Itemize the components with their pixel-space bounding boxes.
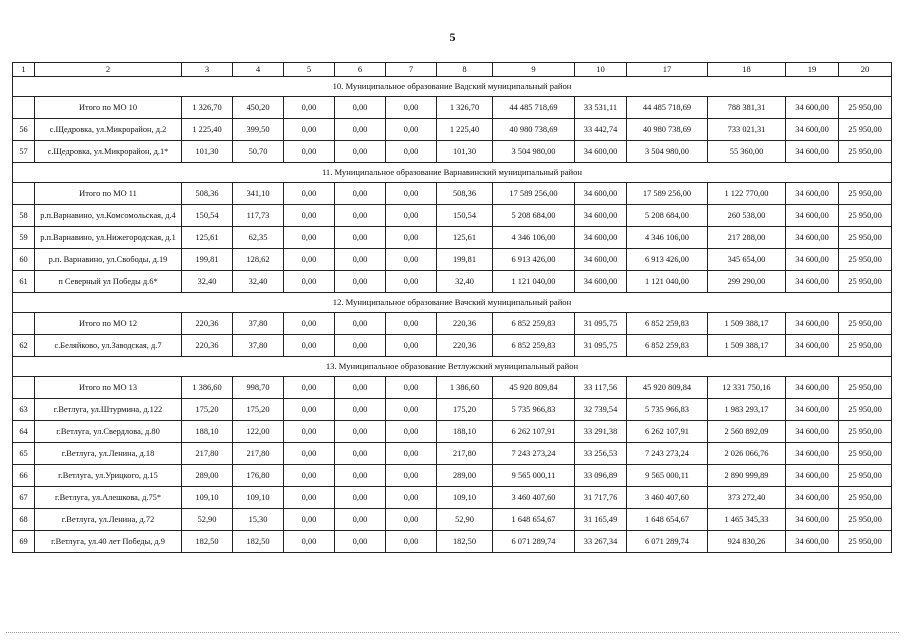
value-cell: 0,00 <box>386 227 437 249</box>
value-cell: 109,10 <box>233 487 284 509</box>
value-cell: 150,54 <box>182 205 233 227</box>
value-cell: 34 600,00 <box>786 119 839 141</box>
section-total-row <box>13 97 892 119</box>
value-cell: 31 095,75 <box>575 335 627 357</box>
table-row <box>13 119 892 141</box>
value-cell: 0,00 <box>284 119 335 141</box>
value-cell: 4 346 106,00 <box>627 227 708 249</box>
value-cell: 9 565 000,11 <box>493 465 575 487</box>
total-cell: 1 326,70 <box>182 97 233 119</box>
value-cell: 40 980 738,69 <box>493 119 575 141</box>
value-cell: 55 360,00 <box>708 141 786 163</box>
value-cell: 217,80 <box>182 443 233 465</box>
value-cell: 34 600,00 <box>575 249 627 271</box>
value-cell: 62,35 <box>233 227 284 249</box>
value-cell: 25 950,00 <box>839 227 892 249</box>
value-cell: 34 600,00 <box>786 487 839 509</box>
value-cell: 32,40 <box>437 271 493 293</box>
column-number-header: 18 <box>708 63 786 77</box>
value-cell: 34 600,00 <box>575 141 627 163</box>
total-cell: 0,00 <box>386 97 437 119</box>
value-cell: 1 509 388,17 <box>708 335 786 357</box>
total-cell: 25 950,00 <box>839 183 892 205</box>
value-cell: 1 465 345,33 <box>708 509 786 531</box>
column-number-header: 6 <box>335 63 386 77</box>
value-cell: 0,00 <box>284 465 335 487</box>
value-cell: 34 600,00 <box>575 227 627 249</box>
value-cell: 0,00 <box>335 141 386 163</box>
value-cell: 0,00 <box>335 205 386 227</box>
section-title-row <box>13 77 892 97</box>
address-cell: г.Ветлуга, ул.Алешкова, д.75* <box>35 487 182 509</box>
value-cell: 0,00 <box>335 487 386 509</box>
section-title-row <box>13 293 892 313</box>
total-label: Итого по МО 11 <box>35 183 182 205</box>
value-cell: 33 256,53 <box>575 443 627 465</box>
column-number-header: 5 <box>284 63 335 77</box>
total-cell: 1 509 388,17 <box>708 313 786 335</box>
value-cell: 2 890 999,89 <box>708 465 786 487</box>
value-cell: 1 983 293,17 <box>708 399 786 421</box>
value-cell: 0,00 <box>284 227 335 249</box>
value-cell: 6 071 289,74 <box>493 531 575 553</box>
value-cell: 52,90 <box>182 509 233 531</box>
value-cell: 0,00 <box>284 271 335 293</box>
total-cell: 44 485 718,69 <box>493 97 575 119</box>
value-cell: 5 208 684,00 <box>627 205 708 227</box>
value-cell: 25 950,00 <box>839 509 892 531</box>
table-row <box>13 249 892 271</box>
total-cell: 0,00 <box>284 183 335 205</box>
value-cell: 34 600,00 <box>786 271 839 293</box>
value-cell: 0,00 <box>335 335 386 357</box>
total-label: Итого по МО 10 <box>35 97 182 119</box>
value-cell: 6 262 107,91 <box>627 421 708 443</box>
section-title: 13. Муниципальное образование Ветлужский муниципальный район <box>13 357 892 377</box>
total-cell: 25 950,00 <box>839 377 892 399</box>
value-cell: 373 272,40 <box>708 487 786 509</box>
value-cell: 34 600,00 <box>786 205 839 227</box>
value-cell: 0,00 <box>284 335 335 357</box>
value-cell: 0,00 <box>335 399 386 421</box>
value-cell: 0,00 <box>386 421 437 443</box>
value-cell: 40 980 738,69 <box>627 119 708 141</box>
total-cell: 450,20 <box>233 97 284 119</box>
address-cell: г.Ветлуга, ул.40 лет Победы, д.9 <box>35 531 182 553</box>
row-number: 62 <box>13 335 35 357</box>
value-cell: 4 346 106,00 <box>493 227 575 249</box>
table-row <box>13 141 892 163</box>
value-cell: 1 648 654,67 <box>493 509 575 531</box>
value-cell: 101,30 <box>437 141 493 163</box>
page-edge-line <box>6 632 899 633</box>
total-cell: 33 531,11 <box>575 97 627 119</box>
value-cell: 0,00 <box>284 399 335 421</box>
column-number-header: 20 <box>839 63 892 77</box>
value-cell: 6 913 426,00 <box>493 249 575 271</box>
value-cell: 217,80 <box>233 443 284 465</box>
column-number-header: 2 <box>35 63 182 77</box>
value-cell: 34 600,00 <box>786 421 839 443</box>
value-cell: 6 262 107,91 <box>493 421 575 443</box>
value-cell: 33 096,89 <box>575 465 627 487</box>
table-row <box>13 443 892 465</box>
value-cell: 0,00 <box>335 421 386 443</box>
value-cell: 175,20 <box>182 399 233 421</box>
address-cell: р.п. Варнавино, ул.Свободы, д.19 <box>35 249 182 271</box>
value-cell: 150,54 <box>437 205 493 227</box>
value-cell: 52,90 <box>437 509 493 531</box>
value-cell: 345 654,00 <box>708 249 786 271</box>
value-cell: 6 852 259,83 <box>627 335 708 357</box>
value-cell: 0,00 <box>386 335 437 357</box>
value-cell: 15,30 <box>233 509 284 531</box>
total-cell <box>13 377 35 399</box>
value-cell: 34 600,00 <box>786 399 839 421</box>
value-cell: 0,00 <box>335 531 386 553</box>
table-row <box>13 227 892 249</box>
total-label: Итого по МО 12 <box>35 313 182 335</box>
value-cell: 175,20 <box>233 399 284 421</box>
table-row <box>13 335 892 357</box>
value-cell: 117,73 <box>233 205 284 227</box>
value-cell: 34 600,00 <box>575 271 627 293</box>
section-total-row <box>13 183 892 205</box>
value-cell: 0,00 <box>284 421 335 443</box>
total-cell: 0,00 <box>386 377 437 399</box>
section-title: 10. Муниципальное образование Вадский муниципальный район <box>13 77 892 97</box>
total-cell: 220,36 <box>437 313 493 335</box>
total-cell: 25 950,00 <box>839 97 892 119</box>
value-cell: 217 288,00 <box>708 227 786 249</box>
value-cell: 1 225,40 <box>182 119 233 141</box>
value-cell: 34 600,00 <box>786 335 839 357</box>
column-number-header: 3 <box>182 63 233 77</box>
address-cell: г.Ветлуга, ул.Штурмина, д.122 <box>35 399 182 421</box>
row-number: 69 <box>13 531 35 553</box>
column-number-header: 4 <box>233 63 284 77</box>
column-number-header: 7 <box>386 63 437 77</box>
address-cell: р.п.Варнавино, ул.Нижегородская, д.1 <box>35 227 182 249</box>
value-cell: 0,00 <box>284 205 335 227</box>
value-cell: 5 208 684,00 <box>493 205 575 227</box>
value-cell: 188,10 <box>437 421 493 443</box>
row-number: 63 <box>13 399 35 421</box>
total-cell <box>13 97 35 119</box>
value-cell: 31 165,49 <box>575 509 627 531</box>
value-cell: 34 600,00 <box>786 465 839 487</box>
value-cell: 25 950,00 <box>839 271 892 293</box>
value-cell: 0,00 <box>386 249 437 271</box>
value-cell: 34 600,00 <box>786 227 839 249</box>
value-cell: 0,00 <box>386 271 437 293</box>
address-cell: г.Ветлуга, ул.Ленина, д.72 <box>35 509 182 531</box>
value-cell: 25 950,00 <box>839 465 892 487</box>
column-number-header: 10 <box>575 63 627 77</box>
value-cell: 0,00 <box>284 443 335 465</box>
total-cell: 0,00 <box>284 313 335 335</box>
value-cell: 9 565 000,11 <box>627 465 708 487</box>
value-cell: 6 852 259,83 <box>493 335 575 357</box>
value-cell: 25 950,00 <box>839 249 892 271</box>
section-title: 12. Муниципальное образование Вачский муниципальный район <box>13 293 892 313</box>
address-cell: с.Щедровка, ул.Микрорайон, д.1* <box>35 141 182 163</box>
section-title-row <box>13 357 892 377</box>
value-cell: 0,00 <box>284 509 335 531</box>
row-number: 60 <box>13 249 35 271</box>
row-number: 58 <box>13 205 35 227</box>
value-cell: 0,00 <box>284 141 335 163</box>
row-number: 59 <box>13 227 35 249</box>
value-cell: 25 950,00 <box>839 487 892 509</box>
value-cell: 182,50 <box>233 531 284 553</box>
value-cell: 0,00 <box>386 465 437 487</box>
value-cell: 0,00 <box>335 271 386 293</box>
section-total-row <box>13 377 892 399</box>
total-cell: 34 600,00 <box>786 313 839 335</box>
total-cell: 17 589 256,00 <box>493 183 575 205</box>
data-table <box>12 62 892 553</box>
value-cell: 1 225,40 <box>437 119 493 141</box>
page-number: 5 <box>449 30 456 44</box>
total-cell: 0,00 <box>335 183 386 205</box>
value-cell: 1 648 654,67 <box>627 509 708 531</box>
total-cell: 6 852 259,83 <box>493 313 575 335</box>
value-cell: 0,00 <box>386 399 437 421</box>
value-cell: 6 071 289,74 <box>627 531 708 553</box>
total-cell: 33 117,56 <box>575 377 627 399</box>
column-number-header: 1 <box>13 63 35 77</box>
value-cell: 7 243 273,24 <box>627 443 708 465</box>
value-cell: 34 600,00 <box>786 509 839 531</box>
column-number-header: 8 <box>437 63 493 77</box>
row-number: 66 <box>13 465 35 487</box>
value-cell: 122,00 <box>233 421 284 443</box>
total-cell: 1 386,60 <box>437 377 493 399</box>
value-cell: 199,81 <box>182 249 233 271</box>
value-cell: 25 950,00 <box>839 205 892 227</box>
value-cell: 25 950,00 <box>839 421 892 443</box>
value-cell: 25 950,00 <box>839 141 892 163</box>
value-cell: 0,00 <box>386 531 437 553</box>
address-cell: р.п.Варнавино, ул.Комсомольская, д.4 <box>35 205 182 227</box>
value-cell: 924 830,26 <box>708 531 786 553</box>
value-cell: 125,61 <box>182 227 233 249</box>
address-cell: п Северный ул Победы д.6* <box>35 271 182 293</box>
value-cell: 0,00 <box>386 205 437 227</box>
total-cell: 0,00 <box>335 313 386 335</box>
total-cell: 0,00 <box>386 183 437 205</box>
value-cell: 2 560 892,09 <box>708 421 786 443</box>
value-cell: 5 735 966,83 <box>627 399 708 421</box>
value-cell: 32,40 <box>233 271 284 293</box>
value-cell: 33 291,38 <box>575 421 627 443</box>
value-cell: 3 460 407,60 <box>493 487 575 509</box>
value-cell: 101,30 <box>182 141 233 163</box>
total-cell: 788 381,31 <box>708 97 786 119</box>
value-cell: 0,00 <box>284 487 335 509</box>
value-cell: 3 504 980,00 <box>627 141 708 163</box>
value-cell: 260 538,00 <box>708 205 786 227</box>
value-cell: 33 442,74 <box>575 119 627 141</box>
total-cell: 6 852 259,83 <box>627 313 708 335</box>
value-cell: 0,00 <box>386 119 437 141</box>
total-cell: 12 331 750,16 <box>708 377 786 399</box>
value-cell: 176,80 <box>233 465 284 487</box>
value-cell: 34 600,00 <box>786 443 839 465</box>
value-cell: 109,10 <box>182 487 233 509</box>
value-cell: 25 950,00 <box>839 531 892 553</box>
row-number: 61 <box>13 271 35 293</box>
table-row <box>13 531 892 553</box>
value-cell: 0,00 <box>386 487 437 509</box>
total-cell: 34 600,00 <box>786 97 839 119</box>
total-cell: 37,80 <box>233 313 284 335</box>
address-cell: с.Щедровка, ул.Микрорайон, д.2 <box>35 119 182 141</box>
table-body <box>13 63 892 553</box>
value-cell: 6 913 426,00 <box>627 249 708 271</box>
total-cell: 0,00 <box>284 377 335 399</box>
value-cell: 0,00 <box>284 531 335 553</box>
value-cell: 37,80 <box>233 335 284 357</box>
value-cell: 220,36 <box>182 335 233 357</box>
value-cell: 0,00 <box>386 443 437 465</box>
total-cell <box>13 313 35 335</box>
value-cell: 33 267,34 <box>575 531 627 553</box>
column-number-header: 19 <box>786 63 839 77</box>
value-cell: 217,80 <box>437 443 493 465</box>
value-cell: 50,70 <box>233 141 284 163</box>
total-cell: 0,00 <box>335 377 386 399</box>
total-cell: 220,36 <box>182 313 233 335</box>
value-cell: 3 460 407,60 <box>627 487 708 509</box>
value-cell: 0,00 <box>284 249 335 271</box>
total-cell: 34 600,00 <box>786 183 839 205</box>
row-number: 57 <box>13 141 35 163</box>
value-cell: 175,20 <box>437 399 493 421</box>
total-cell: 34 600,00 <box>575 183 627 205</box>
table-row <box>13 509 892 531</box>
value-cell: 5 735 966,83 <box>493 399 575 421</box>
value-cell: 0,00 <box>335 249 386 271</box>
table-row <box>13 271 892 293</box>
value-cell: 0,00 <box>386 509 437 531</box>
total-cell: 0,00 <box>335 97 386 119</box>
value-cell: 25 950,00 <box>839 399 892 421</box>
total-cell: 998,70 <box>233 377 284 399</box>
row-number: 67 <box>13 487 35 509</box>
column-number-header: 17 <box>627 63 708 77</box>
row-number: 64 <box>13 421 35 443</box>
value-cell: 7 243 273,24 <box>493 443 575 465</box>
address-cell: г.Ветлуга, ул.Ленина, д.18 <box>35 443 182 465</box>
value-cell: 299 290,00 <box>708 271 786 293</box>
value-cell: 220,36 <box>437 335 493 357</box>
total-cell: 341,10 <box>233 183 284 205</box>
value-cell: 34 600,00 <box>786 249 839 271</box>
value-cell: 399,50 <box>233 119 284 141</box>
total-label: Итого по МО 13 <box>35 377 182 399</box>
value-cell: 2 026 066,76 <box>708 443 786 465</box>
value-cell: 34 600,00 <box>786 531 839 553</box>
total-cell: 44 485 718,69 <box>627 97 708 119</box>
total-cell: 45 920 809,84 <box>493 377 575 399</box>
value-cell: 182,50 <box>182 531 233 553</box>
value-cell: 125,61 <box>437 227 493 249</box>
value-cell: 31 717,76 <box>575 487 627 509</box>
column-number-header: 9 <box>493 63 575 77</box>
value-cell: 34 600,00 <box>575 205 627 227</box>
value-cell: 0,00 <box>335 443 386 465</box>
value-cell: 25 950,00 <box>839 443 892 465</box>
total-cell: 508,36 <box>182 183 233 205</box>
value-cell: 0,00 <box>335 509 386 531</box>
address-cell: г.Ветлуга, ул.Свердлова, д.80 <box>35 421 182 443</box>
value-cell: 1 121 040,00 <box>627 271 708 293</box>
value-cell: 182,50 <box>437 531 493 553</box>
total-cell: 1 386,60 <box>182 377 233 399</box>
total-cell: 17 589 256,00 <box>627 183 708 205</box>
value-cell: 32 739,54 <box>575 399 627 421</box>
table-row <box>13 205 892 227</box>
value-cell: 0,00 <box>386 141 437 163</box>
value-cell: 25 950,00 <box>839 335 892 357</box>
row-number: 65 <box>13 443 35 465</box>
section-total-row <box>13 313 892 335</box>
header-row <box>13 63 892 77</box>
table-row <box>13 465 892 487</box>
total-cell <box>13 183 35 205</box>
value-cell: 32,40 <box>182 271 233 293</box>
value-cell: 0,00 <box>335 465 386 487</box>
value-cell: 0,00 <box>335 119 386 141</box>
value-cell: 3 504 980,00 <box>493 141 575 163</box>
table-row <box>13 487 892 509</box>
value-cell: 733 021,31 <box>708 119 786 141</box>
total-cell: 0,00 <box>284 97 335 119</box>
total-cell: 1 326,70 <box>437 97 493 119</box>
value-cell: 289,00 <box>182 465 233 487</box>
total-cell: 31 095,75 <box>575 313 627 335</box>
total-cell: 1 122 770,00 <box>708 183 786 205</box>
value-cell: 0,00 <box>335 227 386 249</box>
total-cell: 34 600,00 <box>786 377 839 399</box>
address-cell: г.Ветлуга, ул.Урицкого, д.15 <box>35 465 182 487</box>
total-cell: 25 950,00 <box>839 313 892 335</box>
value-cell: 128,62 <box>233 249 284 271</box>
total-cell: 0,00 <box>386 313 437 335</box>
table-row <box>13 399 892 421</box>
value-cell: 25 950,00 <box>839 119 892 141</box>
row-number: 68 <box>13 509 35 531</box>
row-number: 56 <box>13 119 35 141</box>
table-row <box>13 421 892 443</box>
value-cell: 188,10 <box>182 421 233 443</box>
section-title: 11. Муниципальное образование Варнавинский муниципальный район <box>13 163 892 183</box>
total-cell: 508,36 <box>437 183 493 205</box>
address-cell: с.Беляйково, ул.Заводская, д.7 <box>35 335 182 357</box>
value-cell: 199,81 <box>437 249 493 271</box>
value-cell: 109,10 <box>437 487 493 509</box>
value-cell: 34 600,00 <box>786 141 839 163</box>
value-cell: 289,00 <box>437 465 493 487</box>
section-title-row <box>13 163 892 183</box>
value-cell: 1 121 040,00 <box>493 271 575 293</box>
total-cell: 45 920 809,84 <box>627 377 708 399</box>
